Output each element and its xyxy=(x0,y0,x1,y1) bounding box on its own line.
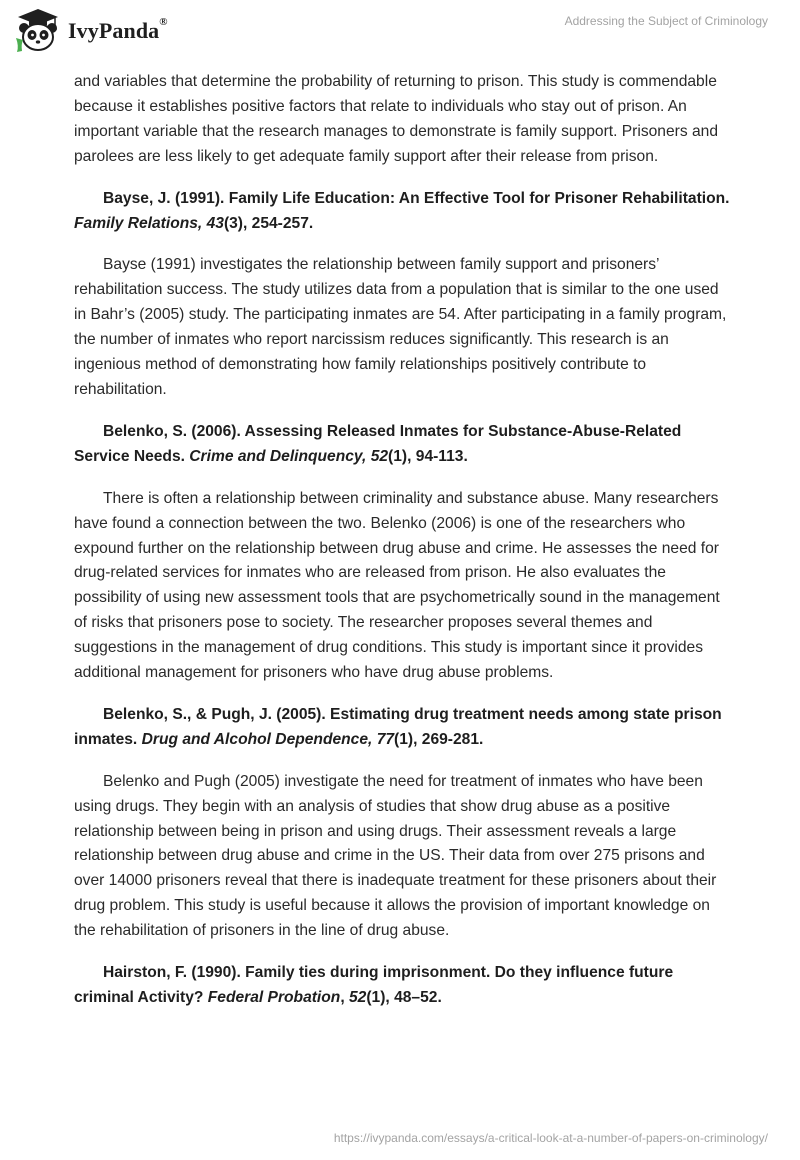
page-title: Addressing the Subject of Criminology xyxy=(564,14,768,28)
journal-title: Federal Probation xyxy=(207,989,341,1006)
paragraph-2: Bayse (1991) investigates the relationship between family support and prisoners’ rehabilitation success. The study utilizes data from a population that is similar to the one used in Bahr’s (2005) study. The participating inmates are 54. After participating in a family program, the number of inmates who report narcissism reduces significantly. This research is an ingenious method of demonstrating how family relationships positively contribute to rehabilitation. xyxy=(74,256,727,398)
journal-title: Crime and Delinquency, 52 xyxy=(189,447,389,465)
journal-volume: 52 xyxy=(349,989,367,1006)
source-url[interactable]: https://ivypanda.com/essays/a-critical-look-at-a-number-of-papers-on-criminology/ xyxy=(333,1131,768,1145)
paragraph-4: Belenko and Pugh (2005) investigate the need for treatment of inmates who have been using drugs. They begin with an analysis of studies that show drug abuse as a positive relationship between being in prison and using drugs. Their assessment reveals a large relationship between drug abuse and crime in the US. Their data from over 275 prisons and over 14000 prisoners reveal that there is inadequate treatment for these prisoners about their drug problem. This study is useful because it allows the provision of important knowledge on the rehabilitation of prisoners in the line of drug abuse. xyxy=(74,772,717,940)
reference-hairston-1990: Hairston, F. (1990). Family ties during imprisonment. Do they influence future criminal Activity? Federal Probation, 52(1), 48–52. xyxy=(74,964,674,1006)
reference-belenko-pugh-2005: Belenko, S., & Pugh, J. (2005). Estimating drug treatment needs among state prison inmates. Drug and Alcohol Dependence, 77(1), 269-281. xyxy=(74,705,722,748)
reference-belenko-2006: Belenko, S. (2006). Assessing Released Inmates for Substance-Abuse-Related Service Needs. Crime and Delinquency, 52(1), 94-113. xyxy=(74,422,682,465)
paragraph-1: and variables that determine the probability of returning to prison. This study is commendable because it establishes positive factors that relate to individuals who stay out of prison. An important variable that the research manages to demonstrate is family support. Prisoners and parolees are less likely to get adequate family support after their release from prison. xyxy=(74,73,718,165)
brand-name: IvyPanda® xyxy=(68,16,168,43)
panda-graduate-logo-icon xyxy=(14,8,62,54)
journal-title: Family Relations, 43 xyxy=(74,214,224,232)
ivypanda-logo[interactable] xyxy=(14,8,168,54)
reference-bayse-1991: Bayse, J. (1991). Family Life Education: An Effective Tool for Prisoner Rehabilitation. Family Relations, 43(3), 254-257. xyxy=(74,189,730,232)
essay-content xyxy=(74,70,730,1028)
paragraph-3: There is often a relationship between criminality and substance abuse. Many researchers have found a connection between the two. Belenko (2006) is one of the researchers who expound further on the relationship between drug abuse and crime. He assesses the need for drug-related services for inmates who are released from prison. He also evaluates the possibility of using new assessment tools that are psychometrically sound in the management of risks that prisoners pose to society. The researcher proposes several themes and suggestions in the management of drug conditions. This study is important since it provides additional management for prisoners who have drug abuse problems. xyxy=(74,489,720,682)
journal-title: Drug and Alcohol Dependence, 77 xyxy=(141,730,395,748)
